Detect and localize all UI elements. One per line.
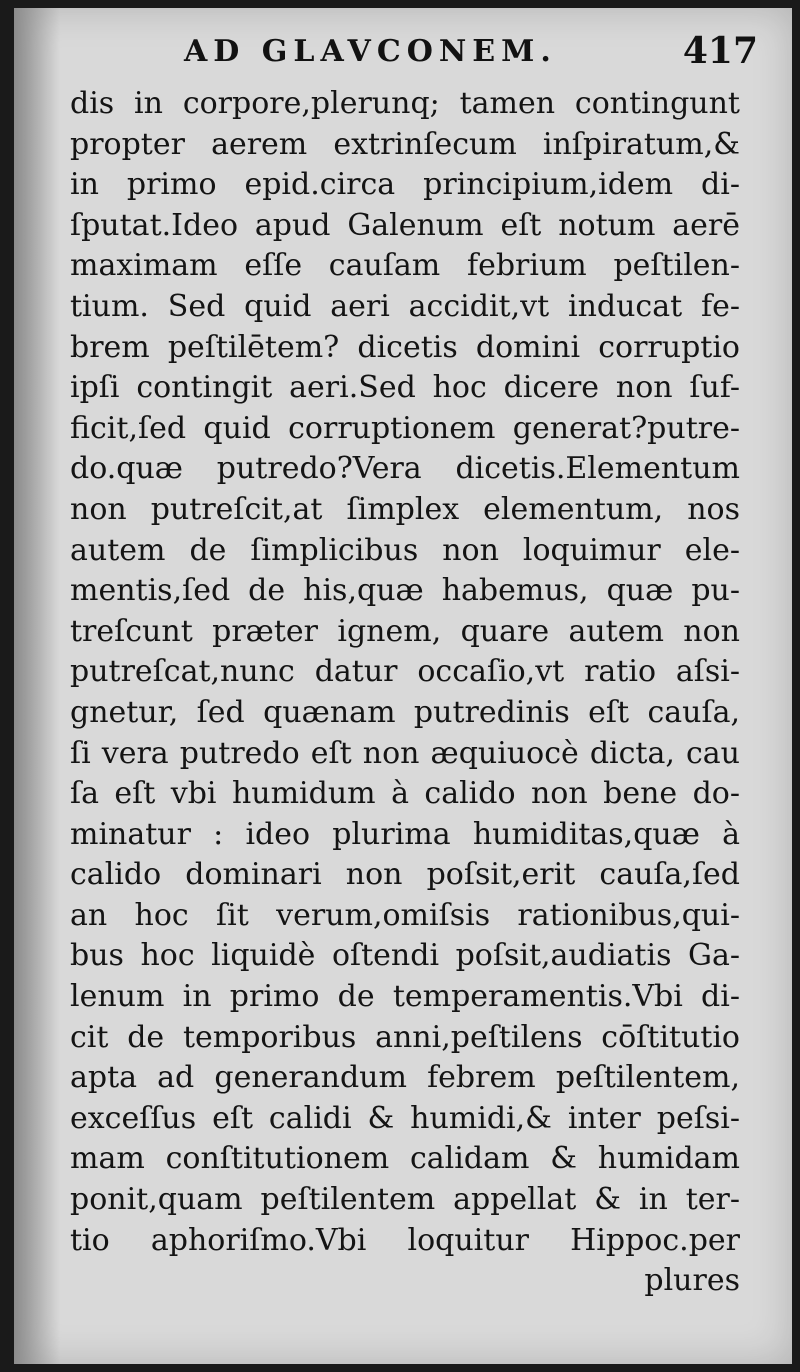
- text-line: mam conſtitutionem calidam & humidam: [70, 1141, 740, 1177]
- text-line: bus hoc liquidè oſtendi poſsit,audiatis Ga-: [70, 938, 740, 974]
- page-number: 417: [682, 30, 758, 72]
- text-line: tium. Sed quid aeri accidit,vt inducat fe-: [70, 288, 740, 324]
- text-line: ponit,quam peſtilentem appellat & in ter-: [70, 1182, 740, 1218]
- text-line: ſi vera putredo eſt non æquiuocè dicta, cau: [70, 735, 740, 771]
- text-line: in primo epid.circa principium,idem di-: [70, 167, 740, 203]
- text-line: brem peſtilētem? dicetis domini corruptio: [70, 329, 740, 365]
- text-line: apta ad generandum febrem peſtilentem,: [70, 1060, 740, 1096]
- text-line: ficit,ſed quid corruptionem generat?putre-: [70, 410, 740, 446]
- text-line: mentis,ſed de his,quæ habemus, quæ pu-: [70, 573, 740, 609]
- text-line: an hoc ſit verum,omiſsis rationibus,qui-: [70, 897, 740, 933]
- catchword: plures: [644, 1263, 740, 1299]
- text-line: ſputat.Ideo apud Galenum eſt notum aerē: [70, 207, 740, 243]
- text-line: do.quæ putredo?Vera dicetis.Elementum: [70, 451, 740, 487]
- text-line: gnetur, ſed quænam putredinis eſt cauſa,: [70, 694, 740, 730]
- gutter-shadow: [14, 8, 60, 1364]
- text-line: autem de ſimplicibus non loquimur ele-: [70, 532, 740, 568]
- text-line: ipſi contingit aeri.Sed hoc dicere non ſuf-: [70, 370, 740, 406]
- text-line: treſcunt præter ignem, quare autem non: [70, 613, 740, 649]
- text-line: cit de temporibus anni,peſtilens cōſtitutio: [70, 1019, 740, 1055]
- text-line: ſa eſt vbi humidum à calido non bene do-: [70, 776, 740, 812]
- page-header: [74, 30, 758, 74]
- text-line: putreſcat,nunc datur occaſio,vt ratio aſsi-: [70, 654, 740, 690]
- running-head: AD GLAVCONEM.: [184, 34, 557, 69]
- text-line: lenum in primo de temperamentis.Vbi di-: [70, 979, 740, 1015]
- text-line: calido dominari non poſsit,erit cauſa,ſed: [70, 857, 740, 893]
- text-line: maximam eſſe cauſam febrium peſtilen-: [70, 248, 740, 284]
- body-text: [70, 84, 740, 1302]
- text-line: propter aerem extrinſecum inſpiratum,&: [70, 126, 740, 162]
- book-page: [14, 8, 792, 1364]
- text-line: dis in corpore,plerunq; tamen contingunt: [70, 86, 740, 121]
- text-line: exceſſus eſt calidi & humidi,& inter peſsi-: [70, 1100, 740, 1136]
- text-line: minatur : ideo plurima humiditas,quæ à: [70, 816, 740, 852]
- text-line: tio aphoriſmo.Vbi loquitur Hippoc.per: [70, 1222, 740, 1258]
- text-line: non putreſcit,at ſimplex elementum, nos: [70, 491, 740, 527]
